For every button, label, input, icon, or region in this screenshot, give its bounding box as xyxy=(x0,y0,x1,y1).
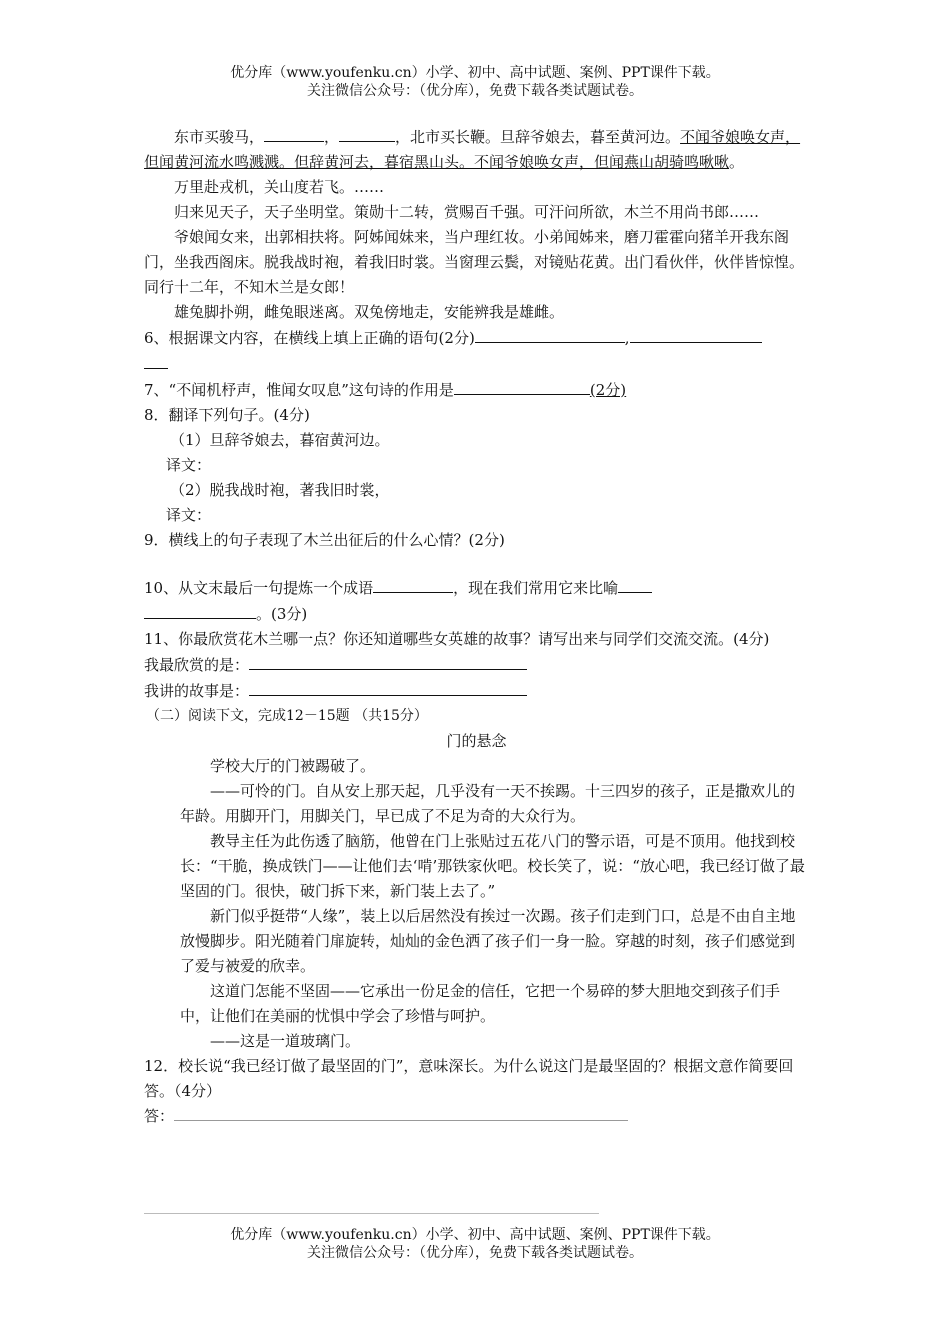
question-11-line-b xyxy=(144,678,809,704)
question-7 xyxy=(144,377,809,403)
article-body xyxy=(144,754,809,1054)
poem-paragraph-2: 万里赴戎机，关山度若飞。…… xyxy=(174,178,385,196)
question-8-part-1: （1）旦辞爷娘去，暮宿黄河边。 xyxy=(170,431,390,449)
article-title: 门的悬念 xyxy=(446,732,507,750)
article-paragraph-6: ——这是一道玻璃门。 xyxy=(210,1032,361,1050)
translation-label-1: 译文： xyxy=(166,456,212,474)
poem-text: 。 xyxy=(729,153,745,171)
answer-blank[interactable] xyxy=(373,575,453,593)
answer-blank[interactable] xyxy=(249,678,527,696)
translation-label-2: 译文： xyxy=(166,506,212,524)
section-heading: （二）阅读下文，完成12－15题 （共15分） xyxy=(146,708,428,724)
article-paragraph-4: 新门似乎挺带“人缘”，装上以后居然没有挨过一次踢。孩子们走到门口，总是不由自主地放慢脚步。阳光随着门扉旋转，灿灿的金色洒了孩子们一身一脸。穿越的时刻，孩子们感觉到了爱与被爱的欣幸。 xyxy=(180,907,796,975)
document-body xyxy=(144,124,809,1129)
question-8: 8．翻译下列句子。(4分) xyxy=(144,406,310,424)
question-11: 11、你最欣赏花木兰哪一点？你还知道哪些女英雄的故事？请写出来与同学们交流交流。(4分) xyxy=(144,630,770,648)
poem-text: ， xyxy=(324,128,340,146)
header-line-2: 关注微信公众号：（优分库），免费下载各类试题试卷。 xyxy=(307,83,643,99)
question-text: 我讲的故事是： xyxy=(144,682,250,700)
poem-text: 东市买骏马， xyxy=(174,128,265,146)
question-9: 9．横线上的句子表现了木兰出征后的什么心情？(2分) xyxy=(144,531,505,549)
question-text: , xyxy=(624,329,630,347)
question-text: 6、根据课文内容，在横线上填上正确的语句(2分) xyxy=(144,329,475,347)
footer-line-2: 关注微信公众号：（优分库），免费下载各类试题试卷。 xyxy=(307,1245,643,1261)
question-12: 12．校长说“我已经订做了最坚固的门”，意味深长。为什么说这门是最坚固的？根据文意作简要回答。（4分） xyxy=(144,1057,794,1100)
poem-paragraph-4: 爷娘闻女来，出郭相扶将。阿姊闻妹来，当户理红妆。小弟闻姊来，磨刀霍霍向猪羊开我东阁门，坐我西阁床。脱我战时袍，着我旧时裳。当窗理云鬓，对镜贴花黄。出门看伙伴，伙伴皆惊惶。同行十二年，不知木兰是女郎！ xyxy=(144,228,805,296)
question-text: 我最欣赏的是： xyxy=(144,656,250,674)
poem-paragraph-1 xyxy=(144,124,809,175)
answer-blank[interactable] xyxy=(454,377,590,395)
footer-line-1: 优分库（www.youfenku.cn）小学、初中、高中试题、案例、PPT课件下载。 xyxy=(230,1227,720,1243)
answer-blank[interactable] xyxy=(144,351,168,369)
poem-paragraph-5: 雄兔脚扑朔，雌兔眼迷离。双兔傍地走，安能辨我是雄雌。 xyxy=(174,303,565,321)
answer-blank[interactable] xyxy=(630,325,762,343)
question-score: (2分) xyxy=(589,381,627,399)
answer-label: 答： xyxy=(144,1107,175,1125)
question-10 xyxy=(144,575,809,627)
answer-blank[interactable] xyxy=(264,124,324,142)
article-paragraph-5: 这道门怎能不坚固——它承出一份足金的信任，它把一个易碎的梦大胆地交到孩子们手中，让他们在美丽的忧惧中学会了珍惜与呵护。 xyxy=(180,982,781,1025)
article-paragraph-3: 教导主任为此伤透了脑筋，他曾在门上张贴过五花八门的警示语，可是不顶用。他找到校长：“干脆，换成铁门——让他们去‘啃’那铁家伙吧。校长笑了，说：“放心吧，我已经订做了最坚固的门。很快，破门拆下来，新门装上去了。” xyxy=(180,832,805,900)
poem-text: ，北市买长鞭。旦辞爷娘去，暮至黄河边。 xyxy=(395,128,681,146)
question-12-answer xyxy=(144,1104,809,1129)
article-paragraph-2: ——可怜的门。自从安上那天起，几乎没有一天不挨踢。十三四岁的孩子，正是撒欢儿的年龄。用脚开门，用脚关门，早已成了不足为奇的大众行为。 xyxy=(180,782,796,825)
answer-line[interactable] xyxy=(174,1104,628,1121)
answer-blank[interactable] xyxy=(618,575,652,593)
poem-paragraph-3: 归来见天子，天子坐明堂。策勋十二转，赏赐百千强。可汗问所欲，木兰不用尚书郎…… xyxy=(174,203,760,221)
question-text: ，现在我们常用它来比喻 xyxy=(453,579,619,597)
page-header xyxy=(0,64,950,100)
question-text: 。(3分) xyxy=(256,605,308,623)
question-6 xyxy=(144,325,809,377)
footer-divider xyxy=(144,1213,599,1214)
answer-blank[interactable] xyxy=(249,652,527,670)
answer-blank[interactable] xyxy=(475,325,625,343)
answer-blank[interactable] xyxy=(144,601,256,619)
header-line-1: 优分库（www.youfenku.cn）小学、初中、高中试题、案例、PPT课件下载。 xyxy=(230,65,720,81)
question-11-line-a xyxy=(144,652,809,678)
page-footer xyxy=(0,1226,950,1262)
question-text: 10、从文末最后一句提炼一个成语 xyxy=(144,579,374,597)
question-text: 7、“不闻机杼声，惟闻女叹息”这句诗的作用是 xyxy=(144,381,454,399)
question-8-part-2: （2）脱我战时袍，著我旧时裳， xyxy=(170,481,390,499)
answer-blank[interactable] xyxy=(339,124,395,142)
underlined-sentence: 不闻爷娘唤女声，但闻黄河流水鸣溅溅。但辞黄河去，暮宿黑山头。不闻爷娘唤女声，但闻燕山胡骑鸣啾啾 xyxy=(144,128,801,171)
article-paragraph-1: 学校大厅的门被踢破了。 xyxy=(210,757,376,775)
